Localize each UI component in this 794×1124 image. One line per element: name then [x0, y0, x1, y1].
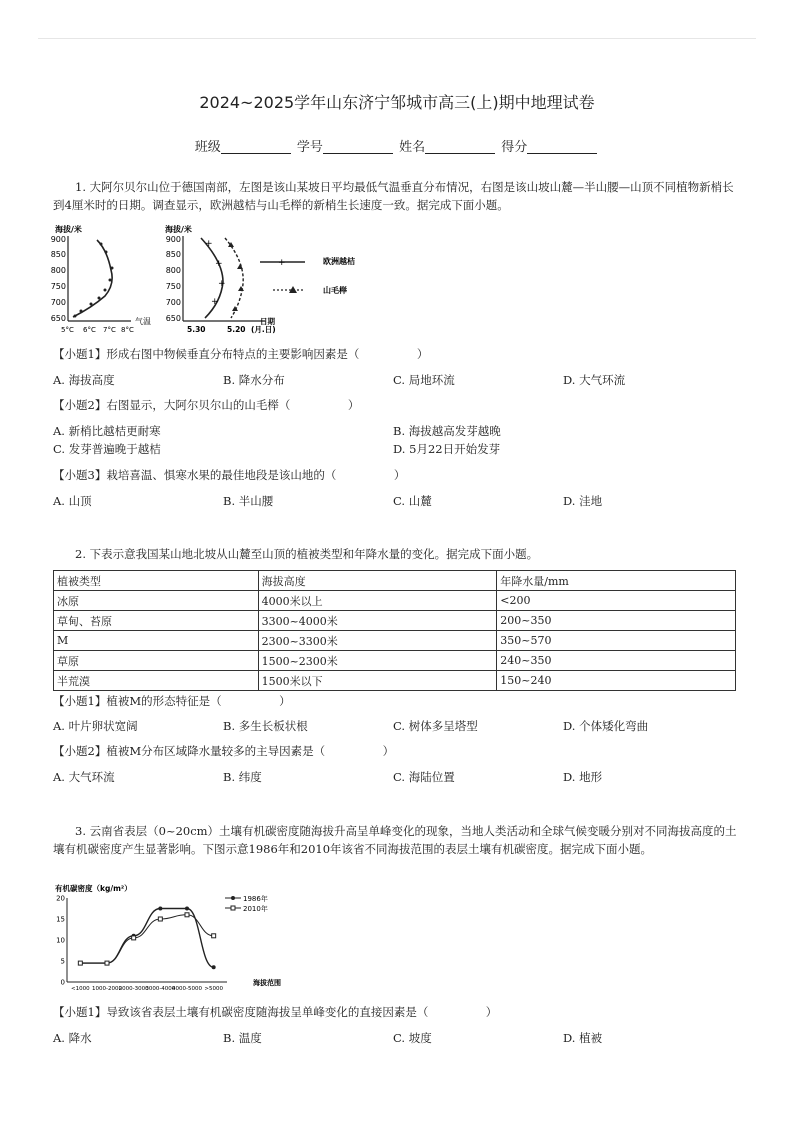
table-cell: M — [54, 631, 259, 651]
id-field[interactable] — [323, 139, 393, 154]
table-cell: 1500~2300米 — [258, 651, 497, 671]
option-b[interactable]: B. 多生长板状根 — [223, 719, 308, 733]
legend-2010: 2010年 — [243, 905, 268, 913]
id-label: 学号 — [296, 140, 323, 155]
option-b[interactable]: B. 降水分布 — [223, 373, 285, 387]
left-ytick: 650 — [50, 314, 66, 323]
option-d[interactable]: D. 大气环流 — [563, 373, 626, 387]
q1-sub1: 【小题1】形成右图中物候垂直分布特点的主要影响因素是（ ） — [53, 347, 429, 361]
option-b[interactable]: B. 半山腰 — [223, 494, 274, 508]
option-c[interactable]: C. 发芽普遍晚于越桔 — [53, 442, 161, 456]
left-xlabel: 气温 — [135, 317, 151, 326]
name-label: 姓名 — [399, 140, 426, 155]
name-field[interactable] — [425, 139, 495, 154]
right-xlabel: 日期 — [260, 317, 275, 326]
table-cell: 4000米以上 — [258, 591, 497, 611]
table-header-row — [54, 571, 736, 591]
y-tick-label: 20 — [56, 894, 65, 903]
option-a[interactable]: A. 大气环流 — [53, 770, 115, 784]
x-tick-label: >5000 — [204, 986, 223, 992]
chart-legend — [225, 894, 268, 913]
score-label: 得分 — [501, 140, 528, 155]
chart-ylabel: 有机碳密度（kg/m²） — [55, 884, 132, 893]
q1-sub2: 【小题2】右图显示，大阿尔贝尔山的山毛榉（ ） — [53, 398, 360, 412]
table-cell: 草甸、苔原 — [54, 611, 259, 631]
y-tick-label: 5 — [60, 957, 65, 966]
option-a[interactable]: A. 山顶 — [53, 494, 92, 508]
left-ylabel: 海拔/米 — [55, 225, 82, 234]
x-tick-label: 2000-3000 — [118, 986, 149, 992]
q1-stem: 1. 大阿尔贝尔山位于德国南部，左图是该山某坡日平均最低气温垂直分布情况，右图是该山坡山麓—半山腰—山顶不同植物新梢长到4厘米时的日期。调查显示，欧洲越桔与山毛榉的新梢生长速度一致。据完成下面小题。 — [53, 180, 734, 212]
chart-xlabel: 海拔范围 — [253, 979, 281, 987]
option-d[interactable]: D. 植被 — [563, 1031, 603, 1045]
table-cell: 200~350 — [497, 611, 736, 631]
table-row — [54, 651, 736, 671]
table-cell: <200 — [497, 591, 736, 611]
table-cell: 350~570 — [497, 631, 736, 651]
right-xunit: (月.日) — [251, 325, 276, 334]
right-ytick: 800 — [165, 266, 181, 275]
table-cell: 草原 — [54, 651, 259, 671]
q2-sub1: 【小题1】植被M的形态特征是（ ） — [53, 694, 291, 708]
left-ytick: 750 — [50, 282, 66, 291]
svg-text:+: + — [218, 279, 226, 289]
q3-sub1: 【小题1】导致该省表层土壤有机碳密度随海拔呈单峰变化的直接因素是（ ） — [53, 1005, 498, 1019]
data-point — [78, 961, 82, 965]
option-c[interactable]: C. 坡度 — [393, 1031, 432, 1045]
table-cell: 2300~3300米 — [258, 631, 497, 651]
carbon-density-chart — [55, 882, 295, 994]
option-c[interactable]: C. 树体多呈塔型 — [393, 719, 478, 733]
right-xtick: 5.20 — [227, 325, 246, 334]
table-cell: 150~240 — [497, 671, 736, 691]
right-xtick: 5.30 — [187, 325, 206, 334]
left-ytick: 800 — [50, 266, 66, 275]
left-xtick: 5°C — [61, 326, 74, 334]
x-tick-label: <1000 — [71, 986, 90, 992]
data-point — [185, 913, 189, 917]
option-d[interactable]: D. 个体矮化弯曲 — [563, 719, 649, 733]
table-row — [54, 591, 736, 611]
table-header: 植被类型 — [54, 571, 259, 591]
left-ytick: 850 — [50, 250, 66, 259]
left-ytick: 900 — [50, 235, 66, 244]
x-tick-label: 1000-2000 — [92, 986, 122, 992]
left-xtick: 6°C — [83, 326, 96, 334]
y-tick-label: 10 — [56, 936, 65, 945]
table-cell: 240~350 — [497, 651, 736, 671]
q2-sub2: 【小题2】植被M分布区域降水量较多的主导因素是（ ） — [53, 744, 395, 758]
class-label: 班级 — [194, 140, 221, 155]
option-c[interactable]: C. 局地环流 — [393, 373, 455, 387]
class-field[interactable] — [221, 139, 291, 154]
table-row — [54, 631, 736, 651]
y-tick-label: 15 — [56, 915, 65, 924]
option-a[interactable]: A. 新梢比越桔更耐寒 — [53, 424, 161, 438]
y-tick-label: 0 — [60, 978, 65, 987]
option-c[interactable]: C. 海陆位置 — [393, 770, 455, 784]
q1-right-chart — [164, 224, 355, 334]
right-ytick: 650 — [165, 314, 181, 323]
table-cell: 1500米以下 — [258, 671, 497, 691]
table-row — [54, 611, 736, 631]
option-d[interactable]: D. 5月22日开始发芽 — [393, 442, 501, 456]
option-d[interactable]: D. 洼地 — [563, 494, 603, 508]
data-point — [132, 936, 136, 940]
right-ylabel: 海拔/米 — [165, 225, 192, 234]
option-c[interactable]: C. 山麓 — [393, 494, 432, 508]
table-header: 年降水量/mm — [497, 571, 736, 591]
table-header: 海拔高度 — [258, 571, 497, 591]
option-a[interactable]: A. 叶片卵状宽阔 — [53, 719, 138, 733]
left-xtick: 8°C — [121, 326, 134, 334]
right-ytick: 750 — [165, 282, 181, 291]
right-ytick: 700 — [165, 298, 181, 307]
data-point — [158, 907, 162, 911]
option-a[interactable]: A. 降水 — [53, 1031, 92, 1045]
student-info-line — [0, 136, 794, 155]
q1-figures — [50, 222, 365, 334]
beech-curve — [225, 238, 243, 318]
option-d[interactable]: D. 地形 — [563, 770, 603, 784]
q3-stem: 3. 云南省表层（0~20cm）土壤有机碳密度随海拔升高呈单峰变化的现象，当地人类活动和全球气候变暖分别对不同海拔高度的土壤有机碳密度产生显著影响。下图示意1986年和2010年该省不同海拔范围的表层土壤有机碳密度。据完成下面小题。 — [53, 824, 737, 856]
data-point — [185, 907, 189, 911]
q1-sub3: 【小题3】栽培喜温、惧寒水果的最佳地段是该山地的（ ） — [53, 468, 406, 482]
data-point — [105, 961, 109, 965]
data-point — [212, 934, 216, 938]
legend-beech: 山毛榉 — [323, 286, 347, 295]
table-cell: 半荒漠 — [54, 671, 259, 691]
right-ytick: 900 — [165, 235, 181, 244]
svg-text:+: + — [205, 239, 213, 249]
table-row — [54, 671, 736, 691]
legend-1986: 1986年 — [243, 895, 268, 903]
q2-stem: 2. 下表示意我国某山地北坡从山麓至山顶的植被类型和年降水量的变化。据完成下面小题。 — [75, 547, 539, 561]
right-ytick: 850 — [165, 250, 181, 259]
option-b[interactable]: B. 纬度 — [223, 770, 262, 784]
x-tick-label: 4000-5000 — [172, 986, 202, 992]
legend-bilberry: 欧洲越桔 — [323, 257, 355, 266]
option-b[interactable]: B. 海拔越高发芽越晚 — [393, 424, 501, 438]
svg-text:+: + — [215, 259, 223, 269]
top-divider — [38, 38, 756, 39]
x-tick-label: 3000-4000 — [145, 986, 176, 992]
score-field[interactable] — [527, 139, 597, 154]
left-xtick: 7°C — [103, 326, 116, 334]
svg-text:+: + — [211, 297, 219, 307]
vegetation-table — [53, 570, 736, 691]
left-ytick: 700 — [50, 298, 66, 307]
data-point — [212, 965, 216, 969]
data-point — [158, 917, 162, 921]
q1-left-chart — [51, 224, 151, 334]
table-cell: 冰原 — [54, 591, 259, 611]
option-b[interactable]: B. 温度 — [223, 1031, 262, 1045]
svg-text:+: + — [278, 258, 286, 268]
page-title: 2024~2025学年山东济宁邹城市高三(上)期中地理试卷 — [199, 93, 595, 112]
option-a[interactable]: A. 海拔高度 — [53, 373, 115, 387]
table-cell: 3300~4000米 — [258, 611, 497, 631]
